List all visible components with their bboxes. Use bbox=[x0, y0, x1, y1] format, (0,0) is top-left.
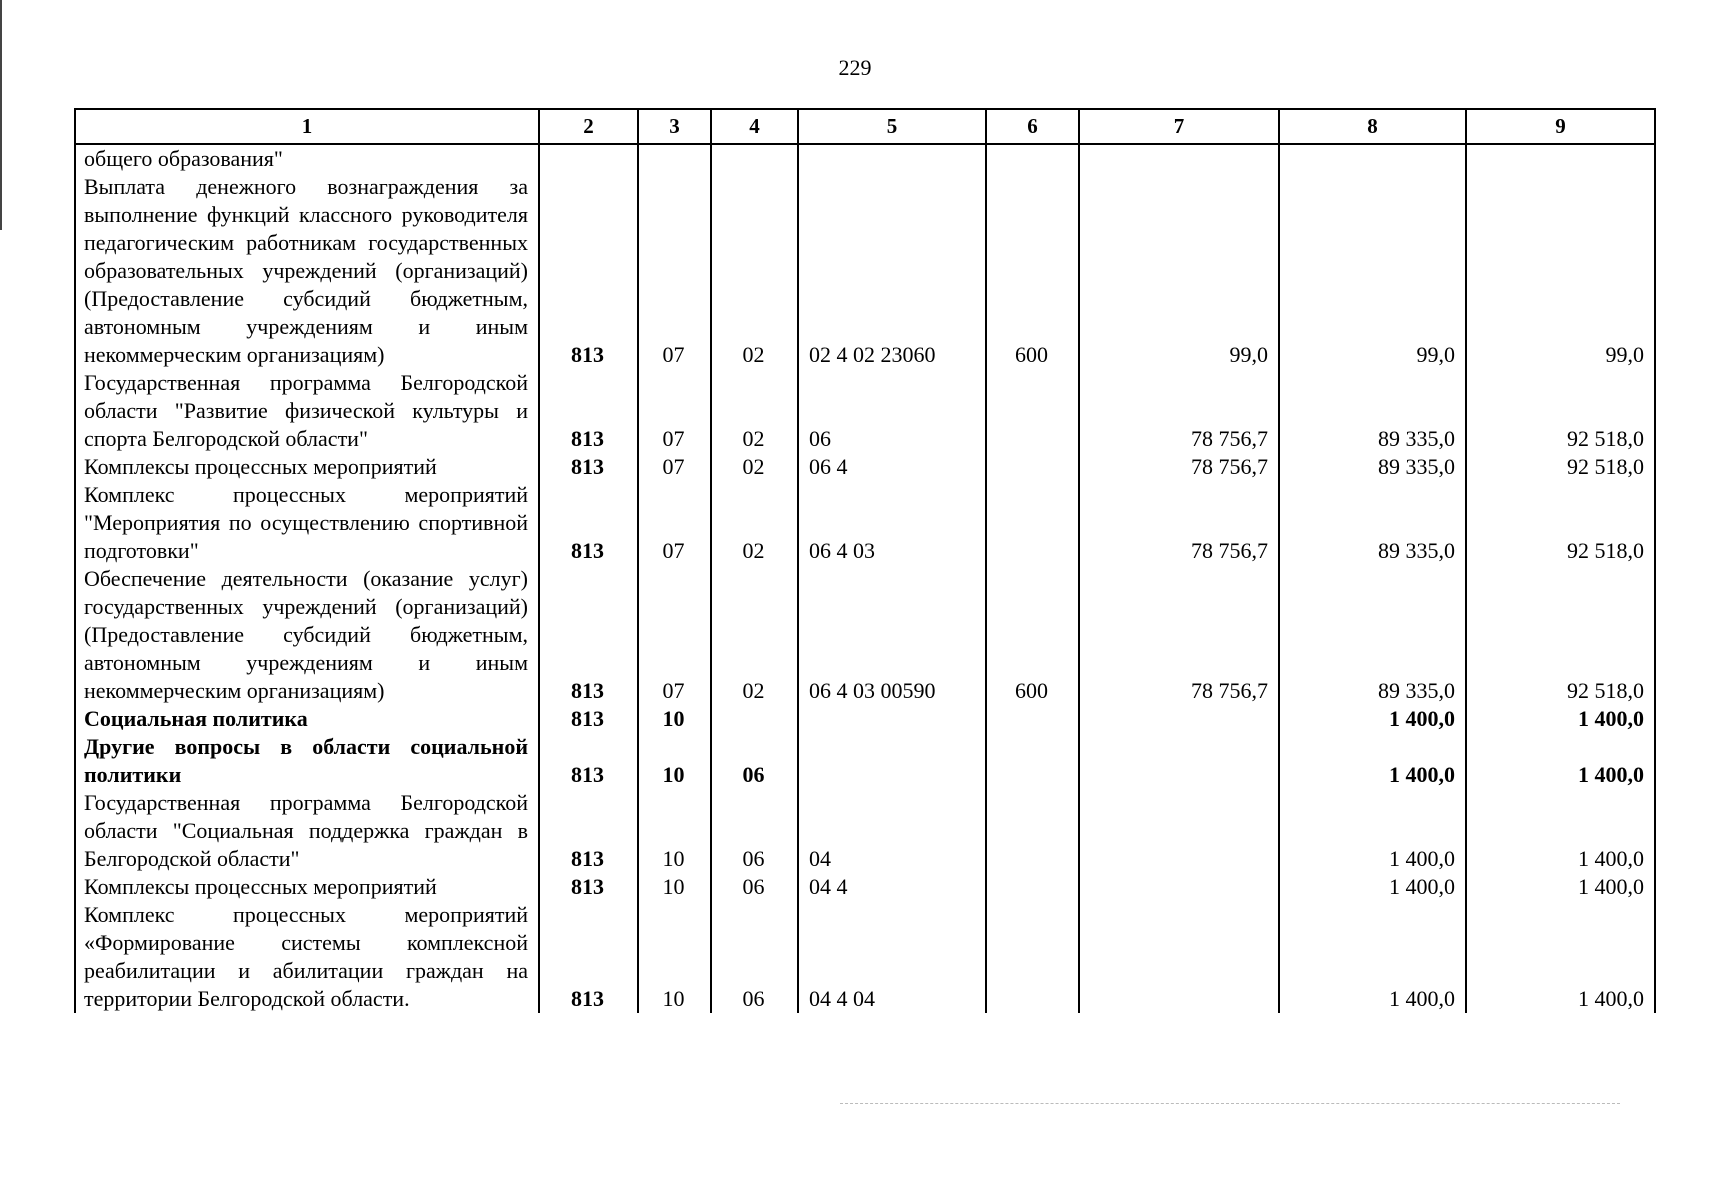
table-row bbox=[75, 369, 1655, 453]
cell-amount-9: 1 400,0 bbox=[1466, 789, 1655, 873]
col-header-5: 5 bbox=[798, 109, 986, 144]
cell-subsection: 02 bbox=[711, 565, 798, 705]
cell-subsection: 02 bbox=[711, 369, 798, 453]
cell-name: общего образования" bbox=[75, 144, 539, 173]
cell-expense-type bbox=[986, 481, 1079, 565]
page-number: 229 bbox=[838, 55, 872, 80]
cell-name: Комплекс процессных мероприятий «Формирование системы комплексной реабилитации и абилитации граждан на территории Белгородской области. bbox=[75, 901, 539, 1013]
cell-admin-code: 813 bbox=[539, 453, 638, 481]
cell-section bbox=[638, 144, 711, 173]
cell-section: 10 bbox=[638, 901, 711, 1013]
cell-amount-9: 1 400,0 bbox=[1466, 901, 1655, 1013]
cell-amount-8: 1 400,0 bbox=[1279, 733, 1466, 789]
cell-expense-type bbox=[986, 369, 1079, 453]
cell-amount-7 bbox=[1079, 901, 1279, 1013]
scan-edge bbox=[0, 0, 2, 230]
cell-name: Комплексы процессных мероприятий bbox=[75, 453, 539, 481]
cell-expense-type bbox=[986, 733, 1079, 789]
cell-admin-code: 813 bbox=[539, 705, 638, 733]
table-row bbox=[75, 901, 1655, 1013]
col-header-2: 2 bbox=[539, 109, 638, 144]
cell-amount-8: 1 400,0 bbox=[1279, 789, 1466, 873]
cell-amount-8: 89 335,0 bbox=[1279, 453, 1466, 481]
cell-section: 10 bbox=[638, 873, 711, 901]
col-header-8: 8 bbox=[1279, 109, 1466, 144]
cell-expense-type bbox=[986, 705, 1079, 733]
cell-expense-type bbox=[986, 901, 1079, 1013]
cell-amount-9: 92 518,0 bbox=[1466, 369, 1655, 453]
cell-name: Государственная программа Белгородской области "Развитие физической культуры и спорта Белгородской области" bbox=[75, 369, 539, 453]
cell-amount-7 bbox=[1079, 873, 1279, 901]
cell-amount-9: 1 400,0 bbox=[1466, 705, 1655, 733]
cell-target-article: 04 4 bbox=[798, 873, 986, 901]
cell-amount-8: 1 400,0 bbox=[1279, 901, 1466, 1013]
cell-target-article: 04 4 04 bbox=[798, 901, 986, 1013]
cell-amount-7: 78 756,7 bbox=[1079, 369, 1279, 453]
cell-amount-9: 1 400,0 bbox=[1466, 873, 1655, 901]
cell-name: Комплекс процессных мероприятий "Мероприятия по осуществлению спортивной подготовки" bbox=[75, 481, 539, 565]
table-row bbox=[75, 173, 1655, 369]
cell-target-article: 06 bbox=[798, 369, 986, 453]
cell-section: 10 bbox=[638, 705, 711, 733]
cell-subsection: 06 bbox=[711, 733, 798, 789]
cell-amount-8: 89 335,0 bbox=[1279, 369, 1466, 453]
cell-name: Социальная политика bbox=[75, 705, 539, 733]
cell-subsection: 02 bbox=[711, 173, 798, 369]
cell-subsection bbox=[711, 144, 798, 173]
col-header-9: 9 bbox=[1466, 109, 1655, 144]
cell-section: 07 bbox=[638, 173, 711, 369]
cell-target-article bbox=[798, 705, 986, 733]
cell-admin-code: 813 bbox=[539, 873, 638, 901]
cell-expense-type bbox=[986, 144, 1079, 173]
col-header-4: 4 bbox=[711, 109, 798, 144]
cell-target-article: 02 4 02 23060 bbox=[798, 173, 986, 369]
cell-target-article bbox=[798, 733, 986, 789]
cell-amount-9 bbox=[1466, 144, 1655, 173]
table-row bbox=[75, 144, 1655, 173]
cell-admin-code: 813 bbox=[539, 369, 638, 453]
cell-subsection: 06 bbox=[711, 789, 798, 873]
cell-amount-7: 99,0 bbox=[1079, 173, 1279, 369]
cell-expense-type: 600 bbox=[986, 565, 1079, 705]
cell-amount-9: 92 518,0 bbox=[1466, 481, 1655, 565]
scan-artifact-line bbox=[840, 1103, 1620, 1105]
cell-amount-7 bbox=[1079, 789, 1279, 873]
table-row bbox=[75, 453, 1655, 481]
cell-admin-code: 813 bbox=[539, 733, 638, 789]
cell-subsection: 02 bbox=[711, 481, 798, 565]
cell-amount-8: 99,0 bbox=[1279, 173, 1466, 369]
cell-expense-type bbox=[986, 873, 1079, 901]
cell-name: Комплексы процессных мероприятий bbox=[75, 873, 539, 901]
table-row bbox=[75, 565, 1655, 705]
cell-amount-9: 92 518,0 bbox=[1466, 453, 1655, 481]
cell-admin-code: 813 bbox=[539, 481, 638, 565]
cell-admin-code: 813 bbox=[539, 901, 638, 1013]
cell-name: Другие вопросы в области социальной политики bbox=[75, 733, 539, 789]
cell-section: 07 bbox=[638, 481, 711, 565]
cell-expense-type bbox=[986, 789, 1079, 873]
cell-expense-type bbox=[986, 453, 1079, 481]
cell-admin-code bbox=[539, 144, 638, 173]
cell-admin-code: 813 bbox=[539, 173, 638, 369]
cell-expense-type: 600 bbox=[986, 173, 1079, 369]
cell-admin-code: 813 bbox=[539, 565, 638, 705]
cell-amount-7 bbox=[1079, 144, 1279, 173]
cell-subsection: 06 bbox=[711, 873, 798, 901]
col-header-3: 3 bbox=[638, 109, 711, 144]
cell-name: Выплата денежного вознаграждения за выполнение функций классного руководителя педагогическим работникам государственных образовательных учреждений (организаций) (Предоставление субсидий бюджетным, автономным учреждениям и иным некоммерческим организациям) bbox=[75, 173, 539, 369]
cell-target-article: 06 4 03 bbox=[798, 481, 986, 565]
cell-admin-code: 813 bbox=[539, 789, 638, 873]
cell-amount-8: 89 335,0 bbox=[1279, 565, 1466, 705]
cell-name: Обеспечение деятельности (оказание услуг) государственных учреждений (организаций) (Предоставление субсидий бюджетным, автономным учреждениям и иным некоммерческим организациям) bbox=[75, 565, 539, 705]
cell-amount-8: 89 335,0 bbox=[1279, 481, 1466, 565]
cell-amount-7: 78 756,7 bbox=[1079, 481, 1279, 565]
cell-amount-7: 78 756,7 bbox=[1079, 565, 1279, 705]
table-row bbox=[75, 705, 1655, 733]
col-header-6: 6 bbox=[986, 109, 1079, 144]
cell-section: 07 bbox=[638, 453, 711, 481]
col-header-7: 7 bbox=[1079, 109, 1279, 144]
cell-section: 10 bbox=[638, 733, 711, 789]
cell-subsection bbox=[711, 705, 798, 733]
col-header-1: 1 bbox=[75, 109, 539, 144]
cell-amount-7: 78 756,7 bbox=[1079, 453, 1279, 481]
header-row bbox=[75, 109, 1655, 144]
cell-amount-9: 1 400,0 bbox=[1466, 733, 1655, 789]
cell-subsection: 06 bbox=[711, 901, 798, 1013]
cell-target-article: 06 4 bbox=[798, 453, 986, 481]
table-row bbox=[75, 481, 1655, 565]
cell-target-article bbox=[798, 144, 986, 173]
cell-amount-8: 1 400,0 bbox=[1279, 705, 1466, 733]
cell-amount-7 bbox=[1079, 705, 1279, 733]
cell-amount-9: 92 518,0 bbox=[1466, 565, 1655, 705]
cell-amount-8: 1 400,0 bbox=[1279, 873, 1466, 901]
cell-name: Государственная программа Белгородской области "Социальная поддержка граждан в Белгородской области" bbox=[75, 789, 539, 873]
cell-amount-7 bbox=[1079, 733, 1279, 789]
cell-target-article: 04 bbox=[798, 789, 986, 873]
cell-section: 10 bbox=[638, 789, 711, 873]
cell-section: 07 bbox=[638, 565, 711, 705]
cell-subsection: 02 bbox=[711, 453, 798, 481]
table-row bbox=[75, 789, 1655, 873]
table-row bbox=[75, 873, 1655, 901]
cell-amount-9: 99,0 bbox=[1466, 173, 1655, 369]
budget-table bbox=[74, 108, 1656, 1013]
cell-target-article: 06 4 03 00590 bbox=[798, 565, 986, 705]
cell-section: 07 bbox=[638, 369, 711, 453]
table-row bbox=[75, 733, 1655, 789]
table-body bbox=[75, 144, 1655, 1013]
cell-amount-8 bbox=[1279, 144, 1466, 173]
